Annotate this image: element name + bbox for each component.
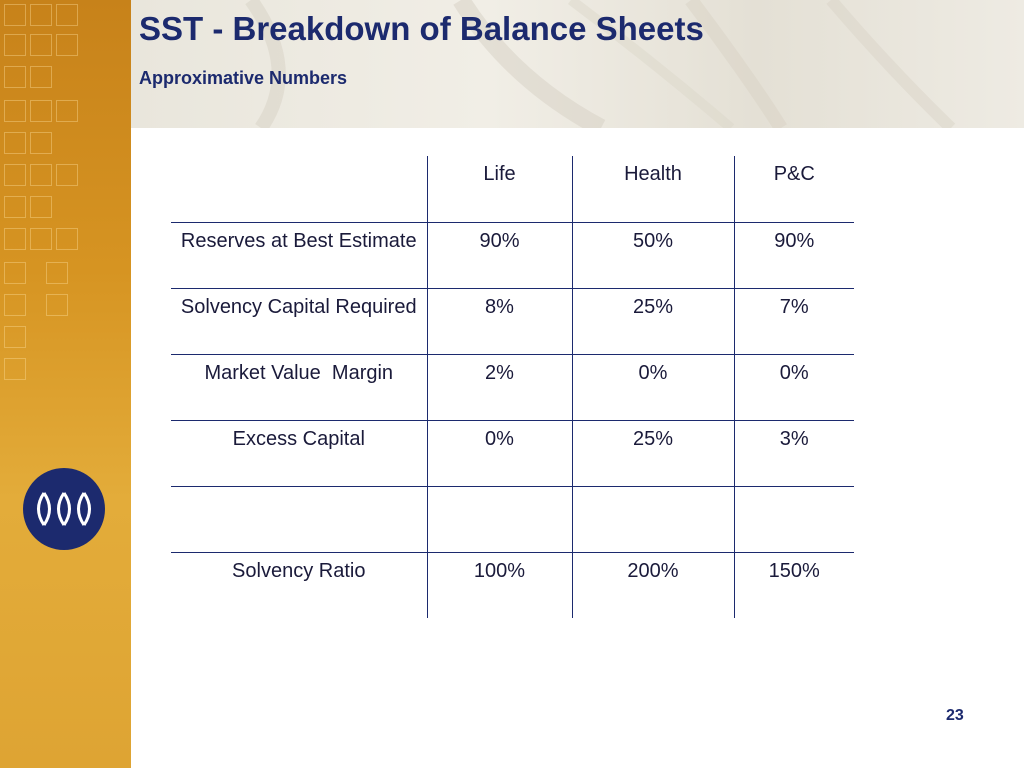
table-cell: 200% — [572, 552, 734, 618]
decor-square — [46, 262, 68, 284]
table-cell: 25% — [572, 288, 734, 354]
table-cell — [734, 486, 854, 552]
table-cell: 2% — [427, 354, 572, 420]
decor-square — [4, 100, 26, 122]
table-cell: 90% — [734, 222, 854, 288]
decor-square — [4, 34, 26, 56]
decor-square — [30, 100, 52, 122]
header-cell — [171, 156, 427, 222]
decor-square — [46, 294, 68, 316]
decor-square — [30, 34, 52, 56]
decor-square — [30, 66, 52, 88]
company-logo-icon — [22, 467, 106, 551]
decor-square — [4, 132, 26, 154]
header-cell-life: Life — [427, 156, 572, 222]
table-row — [171, 420, 854, 486]
table-cell: 8% — [427, 288, 572, 354]
decor-square — [4, 228, 26, 250]
table-cell — [427, 486, 572, 552]
header-cell-pc: P&C — [734, 156, 854, 222]
decor-square — [56, 228, 78, 250]
table-cell: 50% — [572, 222, 734, 288]
decor-square — [4, 164, 26, 186]
decor-square — [4, 196, 26, 218]
decor-square — [56, 164, 78, 186]
decor-square — [30, 228, 52, 250]
table-row-empty — [171, 486, 854, 552]
decor-square — [30, 132, 52, 154]
table-cell: 100% — [427, 552, 572, 618]
table-cell: 0% — [734, 354, 854, 420]
table-cell: 150% — [734, 552, 854, 618]
table-cell — [572, 486, 734, 552]
balance-sheet-table — [171, 156, 854, 618]
table-cell: 0% — [572, 354, 734, 420]
sidebar-decoration — [0, 0, 131, 768]
row-label: Market Value Margin — [171, 354, 427, 420]
row-label: Excess Capital — [171, 420, 427, 486]
row-label: Reserves at Best Estimate — [171, 222, 427, 288]
decor-square — [4, 262, 26, 284]
decor-square — [4, 66, 26, 88]
table-row — [171, 222, 854, 288]
table-cell: 90% — [427, 222, 572, 288]
decor-square — [4, 358, 26, 380]
decor-square — [56, 34, 78, 56]
row-label: Solvency Capital Required — [171, 288, 427, 354]
table-row — [171, 552, 854, 618]
decor-square — [30, 4, 52, 26]
table-row — [171, 354, 854, 420]
table-cell: 7% — [734, 288, 854, 354]
table-row — [171, 288, 854, 354]
decor-square — [4, 294, 26, 316]
decor-square — [56, 100, 78, 122]
decor-square — [4, 4, 26, 26]
table-cell: 0% — [427, 420, 572, 486]
table-cell: 3% — [734, 420, 854, 486]
row-label — [171, 486, 427, 552]
decor-square — [30, 164, 52, 186]
slide-subtitle: Approximative Numbers — [139, 68, 348, 88]
decor-square — [4, 326, 26, 348]
slide-title: SST - Breakdown of Balance Sheets — [139, 10, 704, 47]
header-cell-health: Health — [572, 156, 734, 222]
decor-square — [56, 4, 78, 26]
decor-square — [30, 196, 52, 218]
row-label: Solvency Ratio — [171, 552, 427, 618]
table-header-row — [171, 156, 854, 222]
page-number: 23 — [946, 707, 964, 724]
table-cell: 25% — [572, 420, 734, 486]
